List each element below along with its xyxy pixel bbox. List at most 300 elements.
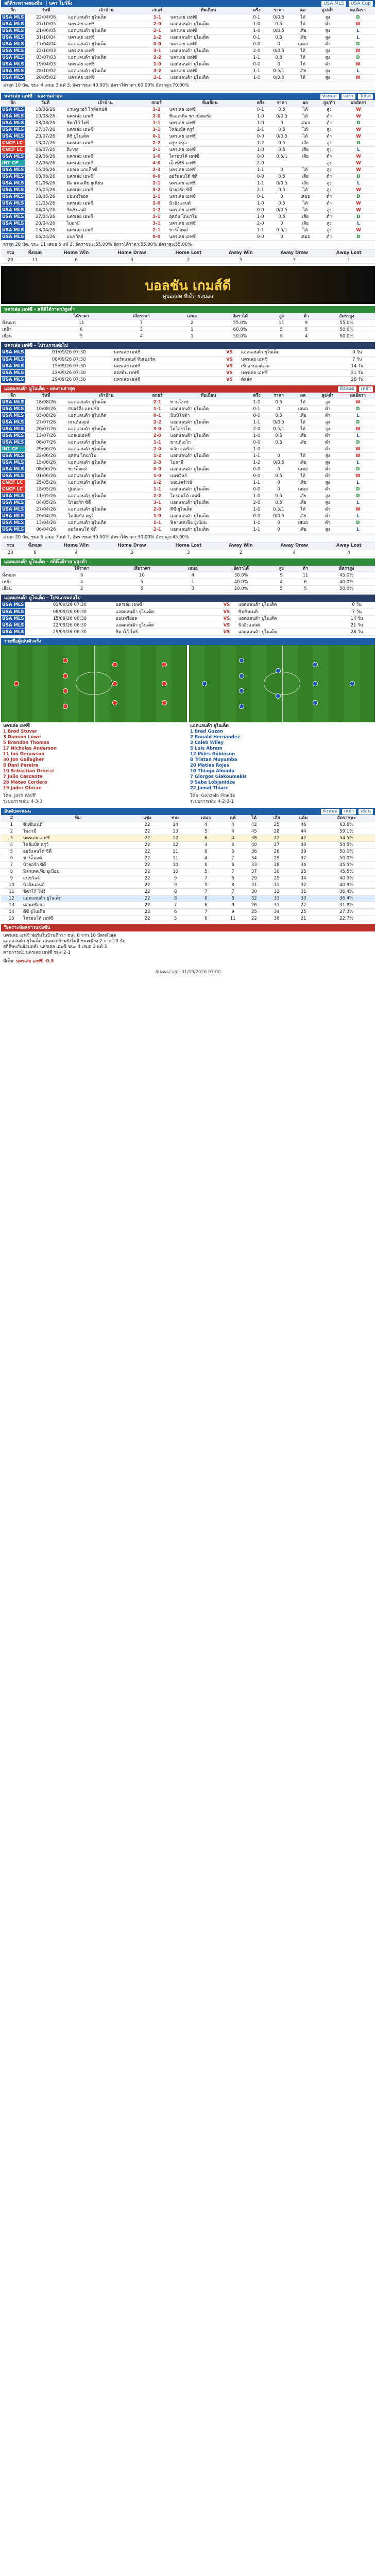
match-row[interactable] [1, 221, 375, 227]
standing-value: 6 [190, 835, 222, 842]
home-team[interactable]: นครเล่ย เอฟซี [67, 34, 145, 41]
match-row[interactable] [1, 160, 375, 167]
handicap-result: เสมอ [292, 406, 314, 413]
standing-value: 14 [1, 909, 22, 916]
match-row[interactable] [1, 433, 375, 439]
match-row[interactable] [1, 140, 375, 147]
match-row[interactable] [1, 406, 375, 413]
standing-value: 28 [265, 828, 289, 835]
standings-row[interactable] [1, 882, 375, 889]
form-b-tab-away[interactable]: เหย้า [359, 386, 373, 392]
promo-banner[interactable] [1, 266, 375, 304]
match-row[interactable] [1, 180, 375, 187]
standing-value: 40.9% [318, 875, 375, 882]
match-date: 03/07/03 [25, 54, 67, 61]
column-header: เจ้าบ้าน [66, 100, 145, 107]
away-team[interactable]: มินนิโซต้า [169, 413, 248, 419]
halftime-score: 1-1 [248, 419, 266, 426]
match-row[interactable] [1, 453, 375, 460]
home-team[interactable]: นครเล่ย เอฟซี [113, 363, 219, 369]
match-row[interactable] [1, 174, 375, 180]
match-row[interactable] [1, 446, 375, 453]
away-team[interactable]: ซานดิเอโก [169, 439, 248, 446]
stat-label: ทั้งหมด [1, 572, 53, 579]
match-row[interactable] [1, 67, 375, 74]
away-team[interactable]: แอตแลนต้า ยูไนเต็ด [169, 453, 248, 460]
home-team[interactable]: โคลัมบัส ครูว์ [67, 513, 145, 520]
match-row[interactable] [1, 460, 375, 466]
standing-value: 5 [222, 849, 244, 855]
match-row[interactable] [1, 227, 375, 234]
home-team[interactable]: นครเล่ย เอฟซี [66, 127, 145, 133]
match-row[interactable] [1, 187, 375, 194]
home-team[interactable]: แอตแลนต้า ยูไนเต็ด [67, 67, 145, 74]
league-badge: USA MLS [2, 406, 24, 412]
away-team[interactable]: โคลัมบัส ครูว์ [168, 127, 251, 133]
away-team[interactable]: เอ็กซ์ซีร์ เอฟซี [168, 160, 251, 167]
home-team[interactable]: นครเล่ย เอฟซี [66, 174, 145, 180]
standing-value: 22 [133, 916, 161, 922]
standings-row[interactable] [1, 916, 375, 922]
away-team[interactable]: แอตแลนต้า ยูไนเต็ด [169, 466, 248, 473]
handicap-odds: 0/0.5 [266, 460, 292, 466]
match-row[interactable] [1, 107, 375, 113]
away-team[interactable]: ฮุสตัน ไดนาโม [168, 214, 251, 221]
standings-row[interactable] [1, 835, 375, 842]
stat-value: 1 [173, 327, 211, 333]
home-team[interactable]: แอลเอ แกแล็กซี่ [66, 167, 145, 174]
standings-row[interactable] [1, 822, 375, 828]
match-row[interactable] [1, 207, 375, 214]
home-team[interactable]: แอตแลนต้า ยูไนเต็ด [67, 520, 145, 527]
handicap-odds: 0.5 [269, 107, 294, 113]
column-header: ทีมเยือน [168, 100, 251, 107]
standing-value: 5 [190, 882, 222, 889]
home-team[interactable]: นครเล่ย เอฟซี [66, 160, 145, 167]
away-team[interactable]: นครเล่ย เอฟซี [168, 147, 251, 154]
away-team[interactable]: นครเล่ย เอฟซี [168, 207, 251, 214]
home-team[interactable]: ฮุสตัน ไดนาโม [67, 453, 145, 460]
handicap-result: เสมอ [294, 194, 316, 200]
handicap-odds: 0.5/1 [266, 67, 292, 74]
match-row[interactable] [1, 500, 375, 506]
standings-row[interactable] [1, 889, 375, 895]
match-row[interactable] [1, 506, 375, 513]
league-badge: USA MLS [2, 107, 24, 112]
player-marker [239, 688, 244, 693]
standings-row[interactable] [1, 902, 375, 909]
home-team[interactable]: แอตแลนต้า ยูไนเต็ด [67, 14, 145, 21]
stat-value: 4 [53, 579, 110, 586]
away-team[interactable]: นิวยอร์ก ซิตี้ [168, 187, 251, 194]
match-row[interactable] [1, 419, 375, 426]
home-team[interactable]: ดีซี ยูไนเต็ด [66, 133, 145, 140]
handicap-odds: 0.5/1 [269, 154, 294, 160]
stat-value: 3 [174, 586, 213, 592]
standing-value: 31 [244, 882, 265, 889]
match-row[interactable] [1, 54, 375, 61]
away-team[interactable]: ออร์แลนโด้ ซิตี้ [168, 174, 251, 180]
away-team[interactable]: แอตแลนต้า ยูไนเต็ด [169, 486, 248, 493]
home-team[interactable]: ชิคาโก้ ไฟร์ [114, 629, 216, 635]
standings-tab-all[interactable]: ทั้งหมด [321, 809, 339, 815]
column-header: เจ้าบ้าน [67, 393, 145, 399]
fixture-row[interactable] [1, 629, 375, 635]
away-team[interactable]: เรียล ซอลต์เลค [240, 363, 339, 369]
fixture-row[interactable] [1, 622, 375, 629]
fixture-row[interactable] [1, 369, 375, 376]
fixture-row[interactable] [1, 363, 375, 369]
home-team[interactable]: เซนต์หลุยส์ [67, 419, 145, 426]
match-row[interactable] [1, 41, 375, 47]
home-team[interactable]: นครเล่ย เอฟซี [66, 200, 145, 207]
home-team[interactable]: แอตแลนต้า ยูไนเต็ด [67, 473, 145, 480]
home-team[interactable]: ออสติน เอฟซี [113, 369, 219, 376]
handicap-result: ได้ [292, 506, 314, 513]
home-team[interactable]: ชิคาโก้ ไฟร์ [66, 120, 145, 127]
home-team[interactable]: พอร์ตแลนด์ ทิมเบอร์ส [113, 356, 219, 363]
form-a-tab-all[interactable]: ทั้งหมด [320, 94, 339, 99]
home-team[interactable]: ซินซินเนติ [66, 207, 145, 214]
form-b-tab-all[interactable]: ทั้งหมด [338, 386, 356, 392]
league-badge: USA MLS [2, 473, 24, 479]
standings-row[interactable] [1, 875, 375, 882]
away-team[interactable]: ซินซินเนติ [237, 608, 339, 615]
column-header: ครึ่ง [248, 393, 266, 399]
match-date: 01/06/26 [25, 473, 67, 480]
away-team[interactable]: ดัลลัส [240, 376, 339, 383]
match-row[interactable] [1, 120, 375, 127]
league-badge: USA MLS [2, 221, 24, 226]
match-score: 1-2 [145, 207, 168, 214]
fixture-row[interactable] [1, 356, 375, 363]
handicap-result: เสีย [292, 439, 314, 446]
home-team[interactable]: แอตแลนต้า ยูไนเต็ด [67, 54, 145, 61]
column-header: Away Lost [322, 543, 375, 549]
home-team[interactable]: แอตแลนต้า ยูไนเต็ด [67, 413, 145, 419]
match-row[interactable] [1, 399, 375, 406]
away-team[interactable]: นครเล่ย เอฟซี [168, 120, 251, 127]
stat-value: 6 [293, 579, 318, 586]
vs-label: VS [219, 363, 240, 369]
standing-value: 59.1% [318, 828, 375, 835]
fixture-row[interactable] [1, 349, 375, 356]
away-team[interactable]: แอตแลนต้า ยูไนเต็ด [169, 433, 248, 439]
goals-b-header [1, 543, 375, 549]
home-team[interactable]: สปอร์ติ้ง แคนซัส [67, 406, 145, 413]
league-filter[interactable] [320, 0, 373, 7]
away-team[interactable]: แนชวิลล์ [169, 473, 248, 480]
home-team[interactable]: นครเล่ย เอฟซี [66, 140, 145, 147]
match-row[interactable] [1, 480, 375, 486]
home-team[interactable]: ไมอามี่ [66, 221, 145, 227]
standings-row[interactable] [1, 849, 375, 855]
away-team[interactable]: แอตแลนต้า ยูไนเต็ด [169, 74, 248, 81]
match-score: 1-0 [145, 513, 169, 520]
form-a-tab-home[interactable]: เหย้า [341, 94, 355, 99]
form-a-tab-total[interactable]: Total [358, 94, 373, 99]
home-team[interactable]: นครเล่ย เอฟซี [66, 113, 145, 120]
handicap-odds: 0.5 [269, 187, 294, 194]
home-team[interactable]: ชาร์ล็อตต์ [67, 466, 145, 473]
home-team[interactable]: นครเล่ย เอฟซี [67, 61, 145, 67]
fixture-row[interactable] [1, 376, 375, 383]
away-team[interactable]: นครเล่ย เอฟซี [168, 194, 251, 200]
column-header: เสีย [265, 815, 289, 822]
standings-tab-away[interactable]: เยือน [358, 809, 373, 815]
home-team[interactable]: นครเล่ย เอฟซี [66, 227, 145, 234]
standings-tab-home[interactable]: เหย้า [342, 809, 356, 815]
over-under: ต่ำ [316, 214, 342, 221]
pitch-home [1, 645, 187, 722]
stat-label: เหย้า [1, 327, 53, 333]
fixture-row[interactable] [1, 608, 375, 615]
match-row[interactable] [1, 133, 375, 140]
match-row[interactable] [1, 127, 375, 133]
halftime-score: 2-0 [248, 500, 266, 506]
home-team[interactable]: นครเล่ย เอฟซี [67, 47, 145, 54]
standing-value: 27 [265, 842, 289, 849]
home-team[interactable]: นครเล่ย เอฟซี [113, 376, 219, 383]
away-team[interactable]: แอตแลนต้า ยูไนเต็ด [237, 602, 339, 608]
standing-value: 6 [222, 862, 244, 869]
column-header: เสมอ [174, 566, 213, 572]
away-team[interactable]: ครูซ อซูล [168, 140, 251, 147]
match-row[interactable] [1, 14, 375, 21]
standing-value: 21 [289, 916, 318, 922]
home-team[interactable]: แอตแลนต้า ยูไนเต็ด [67, 446, 145, 453]
home-team[interactable]: แอตแลนต้า ยูไนเต็ด [67, 27, 145, 34]
away-team[interactable]: แอตแลนต้า ยูไนเต็ด [169, 419, 248, 426]
standing-value: 25 [289, 909, 318, 916]
home-team[interactable]: แนชวิลล์ [66, 234, 145, 241]
standing-value: 31 [289, 889, 318, 895]
standings-row[interactable] [1, 909, 375, 916]
home-team[interactable]: นครเล่ย เอฟซี [67, 21, 145, 27]
standings-row[interactable] [1, 828, 375, 835]
away-team[interactable]: แอตแลนต้า ยูไนเต็ด [169, 500, 248, 506]
away-team[interactable]: โตรอนโต้ เอฟซี [169, 493, 248, 500]
standings-row[interactable] [1, 862, 375, 869]
away-team[interactable]: นครเล่ย เอฟซี [169, 67, 248, 74]
home-team[interactable]: นครเล่ย เอฟซี [67, 74, 145, 81]
away-team[interactable]: ซีแอตเทิล ซาวน์เดอร์ส [168, 113, 251, 120]
away-team[interactable]: นครเล่ย เอฟซี [168, 234, 251, 241]
match-row[interactable] [1, 520, 375, 527]
match-row[interactable] [1, 200, 375, 207]
home-team[interactable]: แอลเอเอฟซี [67, 433, 145, 439]
standings-row[interactable] [1, 855, 375, 862]
match-row[interactable] [1, 34, 375, 41]
away-team[interactable]: นครเล่ย เอฟซี [240, 356, 339, 363]
away-team[interactable]: นครเล่ย เอฟซี [168, 107, 251, 113]
away-team[interactable]: นครเล่ย เอฟซี [169, 14, 248, 21]
player-name: 7 Giorgos Giakoumakis [190, 774, 247, 779]
away-team[interactable]: แอตแลนต้า ยูไนเต็ด [237, 629, 339, 635]
match-row[interactable] [1, 486, 375, 493]
away-team[interactable]: คลับ อเมริกา [169, 446, 248, 453]
home-team[interactable]: นครเล่ย เอฟซี [114, 602, 216, 608]
away-team[interactable]: แอตแลนต้า ยูไนเต็ด [169, 527, 248, 533]
standings-row[interactable] [1, 895, 375, 902]
match-date: 06/04/26 [25, 234, 66, 241]
home-team[interactable]: ฟิลาเดลเฟีย ยูเนียน [66, 180, 145, 187]
column-header: วันที่ [25, 100, 66, 107]
away-team[interactable]: แอตแลนต้า ยูไนเต็ด [169, 406, 248, 413]
away-team[interactable]: นครเล่ย เอฟซี [168, 221, 251, 227]
away-team[interactable]: แอตแลนต้า ยูไนเต็ด [169, 513, 248, 520]
home-team[interactable]: แอตแลนต้า ยูไนเต็ด [67, 493, 145, 500]
handicap-odds: 0.5 [269, 200, 294, 207]
match-score: 2-3 [145, 460, 169, 466]
player-marker [239, 673, 244, 679]
match-score: 3-1 [145, 47, 169, 54]
away-team[interactable]: นครเล่ย เอฟซี [169, 27, 248, 34]
away-team[interactable]: ชาร์ล็อตต์ [168, 227, 251, 234]
away-team[interactable]: ฟิลาเดลเฟีย ยูเนียน [169, 520, 248, 527]
column-header [1, 313, 53, 320]
standings-row[interactable] [1, 869, 375, 875]
standing-value: 13 [1, 902, 22, 909]
player-name: 12 Miles Robinson [190, 751, 235, 757]
away-team[interactable]: นิวอิงแลนด์ [168, 200, 251, 207]
over-under: ต่ำ [316, 113, 342, 120]
home-team[interactable]: นครเล่ย เอฟซี [113, 349, 219, 356]
away-team[interactable]: ซานโฮเซ่ [169, 399, 248, 406]
match-score: 4-0 [145, 160, 168, 167]
match-date: 13/04/26 [25, 520, 67, 527]
match-row[interactable] [1, 234, 375, 241]
match-row[interactable] [1, 167, 375, 174]
halftime-score: 1-0 [248, 21, 266, 27]
home-team[interactable]: แอตแลนต้า ยูไนเต็ด [67, 506, 145, 513]
home-team[interactable]: ออร์แลนโด้ ซิตี้ [67, 527, 145, 533]
over-under: สูง [316, 140, 342, 147]
match-date: 04/05/26 [25, 207, 66, 214]
match-row[interactable] [1, 113, 375, 120]
handicap-odds: 0.5/1 [266, 426, 292, 433]
player-marker [14, 681, 19, 686]
away-team[interactable]: นครเล่ย เอฟซี [169, 54, 248, 61]
home-team[interactable]: แวนคูเวอร์ ไวท์แคปส์ [66, 107, 145, 113]
match-row[interactable] [1, 527, 375, 533]
away-team[interactable]: แอตแลนต้า ยูไนเต็ด [240, 349, 339, 356]
league-badge: USA MLS [2, 427, 24, 432]
away-team[interactable]: นครเล่ย เอฟซี [168, 180, 251, 187]
match-row[interactable] [1, 194, 375, 200]
home-team[interactable]: แอตแลนต้า ยูไนเต็ด [67, 41, 145, 47]
home-team[interactable]: แอตแลนต้า ยูไนเต็ด [67, 399, 145, 406]
match-row[interactable] [1, 413, 375, 419]
standings-row[interactable] [1, 842, 375, 849]
away-team[interactable]: นครเล่ย เอฟซี [240, 369, 339, 376]
fixture-date: 01/09/26 07:30 [25, 602, 115, 608]
away-team[interactable]: แอตแลนต้า ยูไนเต็ด [169, 47, 248, 54]
away-team[interactable]: ไมอามี่ [169, 460, 248, 466]
away-team[interactable]: นครเล่ย เอฟซี [168, 133, 251, 140]
away-team[interactable]: นครเล่ย เอฟซี [169, 41, 248, 47]
home-team[interactable]: ปูเอบลา [67, 486, 145, 493]
fixture-row[interactable] [1, 602, 375, 608]
home-team[interactable]: แอตแลนต้า ยูไนเต็ด [67, 426, 145, 433]
match-row[interactable] [1, 214, 375, 221]
match-row[interactable] [1, 426, 375, 433]
standing-value: 36 [265, 916, 289, 922]
match-row[interactable] [1, 74, 375, 81]
home-team[interactable]: ติเกรส [66, 147, 145, 154]
away-team[interactable]: แอตแลนต้า ยูไนเต็ด [169, 34, 248, 41]
standing-value: 5 [1, 849, 22, 855]
away-team[interactable]: โตรอนโต้ เอฟซี [168, 154, 251, 160]
match-row[interactable] [1, 154, 375, 160]
away-team[interactable]: ดีซี ยูไนเต็ด [169, 506, 248, 513]
result-badge: L [341, 480, 375, 486]
match-row[interactable] [1, 21, 375, 27]
match-row[interactable] [1, 61, 375, 67]
fixture-row[interactable] [1, 615, 375, 622]
filter-cup[interactable]: USA Cup [349, 1, 373, 7]
home-team[interactable]: แอตแลนต้า ยูไนเต็ด [114, 608, 216, 615]
days-until: 7 วัน [339, 356, 375, 363]
away-team[interactable]: มอนเตร์เรย์ [169, 480, 248, 486]
home-team[interactable]: นิวยอร์ก ซิตี้ [67, 500, 145, 506]
match-row[interactable] [1, 439, 375, 446]
next-b-title: แอตแลนต้า ยูไนเต็ด - โปรแกรมต่อไป [4, 596, 81, 601]
match-row[interactable] [1, 513, 375, 520]
filter-mls[interactable]: USA MLS [321, 1, 346, 7]
stat-row [1, 586, 375, 592]
match-row[interactable] [1, 466, 375, 473]
home-team[interactable]: แอตแลนต้า ยูไนเต็ด [67, 480, 145, 486]
handicap-odds: 0 [269, 120, 294, 127]
home-team[interactable]: แอตแลนต้า ยูไนเต็ด [114, 622, 216, 629]
standing-value: 4 [190, 822, 222, 828]
column-header: ราคา [269, 100, 294, 107]
away-team[interactable]: โคโลราโด [169, 426, 248, 433]
home-team[interactable]: แอตแลนต้า ยูไนเต็ด [67, 460, 145, 466]
match-row[interactable] [1, 47, 375, 54]
handicap-odds: 0.5/1 [269, 227, 294, 234]
home-team[interactable]: นครเล่ย เอฟซี [66, 154, 145, 160]
standing-value: 46 [289, 822, 318, 828]
home-team[interactable]: นครเล่ย เอฟซี [66, 214, 145, 221]
match-date: 10/08/26 [25, 406, 67, 413]
away-team[interactable]: นครเล่ย เอฟซี [168, 167, 251, 174]
stat-value: 2 [173, 320, 211, 327]
match-row[interactable] [1, 27, 375, 34]
away-team[interactable]: นิวอิงแลนด์ [237, 622, 339, 629]
home-team[interactable]: แอตแลนต้า ยูไนเต็ด [67, 439, 145, 446]
away-team[interactable]: แอตแลนต้า ยูไนเต็ด [237, 615, 339, 622]
match-row[interactable] [1, 147, 375, 154]
halftime-score: 1-1 [252, 180, 269, 187]
handicap-result: ได้ [294, 107, 316, 113]
home-team[interactable]: นครเล่ย เอฟซี [66, 187, 145, 194]
away-team[interactable]: แอตแลนต้า ยูไนเต็ด [169, 61, 248, 67]
goals-a-header [1, 250, 375, 257]
column-header: เสมอ [173, 313, 211, 320]
home-team[interactable]: มอนทรีออล [114, 615, 216, 622]
league-badge: USA MLS [2, 370, 24, 376]
league-badge: USA MLS [2, 114, 24, 119]
home-team[interactable]: มอนทรีออล [66, 194, 145, 200]
match-row[interactable] [1, 473, 375, 480]
column-header: ได้ [244, 815, 265, 822]
away-team[interactable]: แอตแลนต้า ยูไนเต็ด [169, 21, 248, 27]
match-row[interactable] [1, 493, 375, 500]
column-header: วันที่ [25, 393, 67, 399]
column-header: อัตราสูง [318, 566, 375, 572]
